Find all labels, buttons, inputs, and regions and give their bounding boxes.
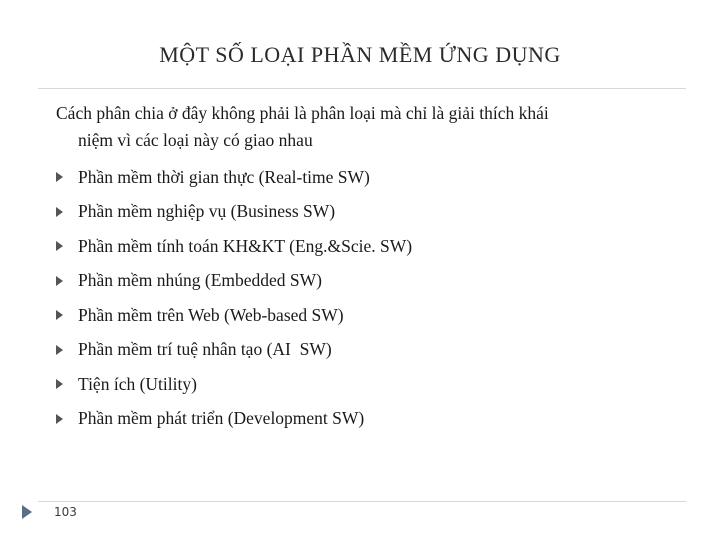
list-item-label: Phần mềm tính toán KH&KT (Eng.&Scie. SW) xyxy=(78,235,413,256)
title-divider xyxy=(38,88,686,89)
list-item xyxy=(56,367,412,402)
list-item xyxy=(56,160,412,195)
bullet-list xyxy=(56,160,412,436)
intro-line-2: niệm vì các loại này có giao nhau xyxy=(78,130,313,150)
list-item xyxy=(56,333,412,368)
arrow-right-icon xyxy=(56,207,63,217)
arrow-right-icon xyxy=(56,172,63,182)
list-item-label: Tiện ích (Utility) xyxy=(78,373,197,394)
footer-divider xyxy=(38,501,686,502)
list-item xyxy=(56,402,412,437)
list-item-label: Phần mềm phát triển (Development SW) xyxy=(78,408,365,429)
arrow-right-icon xyxy=(56,276,63,286)
list-item xyxy=(56,298,412,333)
list-item xyxy=(56,229,412,264)
arrow-right-icon xyxy=(56,414,63,424)
arrow-right-icon xyxy=(56,241,63,251)
intro-line-1: Cách phân chia ở đây không phải là phân loại mà chỉ là giải thích khái xyxy=(56,103,549,123)
list-item-label: Phần mềm nghiệp vụ (Business SW) xyxy=(78,201,336,222)
slide-title: MỘT SỐ LOẠI PHẦN MỀM ỨNG DỤNG xyxy=(159,42,561,67)
list-item-label: Phần mềm trên Web (Web-based SW) xyxy=(78,304,344,325)
list-item xyxy=(56,195,412,230)
list-item xyxy=(56,264,412,299)
intro-paragraph xyxy=(56,100,676,154)
list-item-label: Phần mềm nhúng (Embedded SW) xyxy=(78,270,322,291)
arrow-right-icon xyxy=(56,345,63,355)
arrow-right-icon xyxy=(56,379,63,389)
arrow-right-icon xyxy=(56,310,63,320)
footer-marker-icon xyxy=(22,505,32,519)
list-item-label: Phần mềm thời gian thực (Real-time SW) xyxy=(78,166,370,187)
list-item-label: Phần mềm trí tuệ nhân tạo (AI SW) xyxy=(78,339,332,360)
page-number: 103 xyxy=(54,505,77,519)
